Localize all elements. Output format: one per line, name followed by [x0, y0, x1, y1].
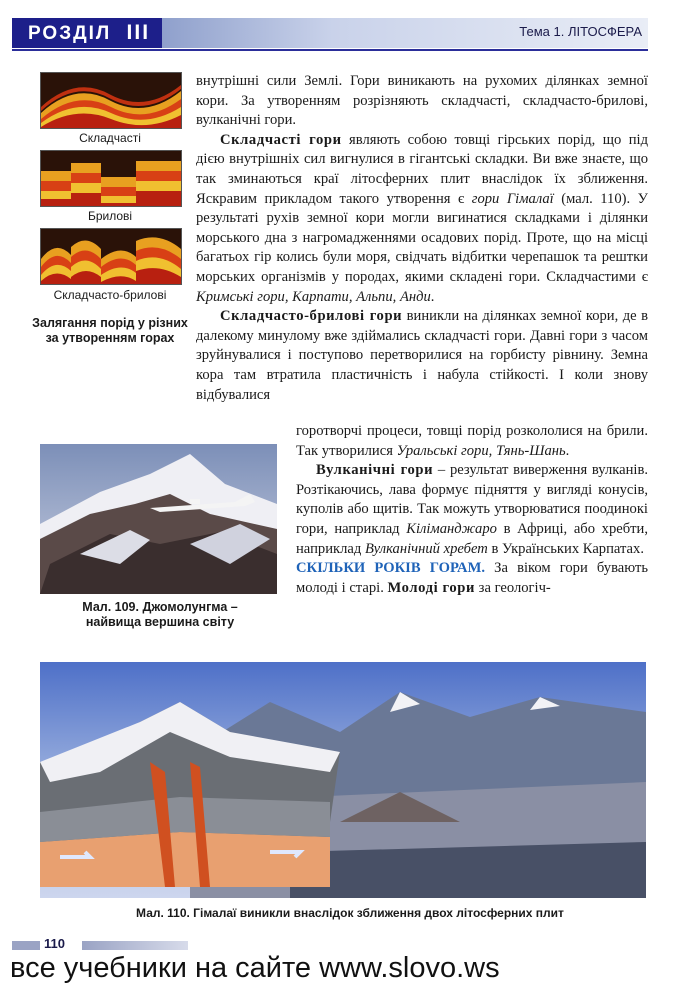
- everest-photo: [40, 444, 277, 594]
- text-span: являють собою товщі гірських порід, що під дією внутрішніх сил вигнулися в гігантські складки. Ви вже знаєте, що так зминаються краї літосферних плит внаслідок їх зближення. Яскравим прикладом такого утворення є: [196, 131, 649, 207]
- text-span: в Українських Карпатах.: [487, 540, 644, 557]
- rock-caption-block: Брилові: [87, 209, 133, 223]
- page-number-bar: [12, 938, 202, 952]
- header-rule: [12, 49, 648, 51]
- term-himalaya: гори Гімалаї: [471, 190, 554, 207]
- page-number: 110: [44, 936, 65, 951]
- term-young: Молоді гори: [387, 579, 476, 596]
- paragraph-intro: внутрішні сили Землі. Гори виникають на рухомих ділянках земної кори. За утворенням розрізняють складчасті, складчасто-брилові, вулканічні гори.: [196, 73, 648, 129]
- figure109-caption: Мал. 109. Джомолунгма – найвища вершина світу: [82, 600, 238, 629]
- paragraph-volcanic: [296, 461, 648, 559]
- text-span: в Африці, або хребти, наприклад: [296, 520, 649, 557]
- term-volcanic-ridge: Вулканічний хребет: [364, 540, 488, 557]
- rock-caption-fold-block: Складчасто-брилові: [53, 288, 167, 302]
- term-folded: Складчасті гори: [220, 131, 342, 148]
- himalaya-illustration: [40, 662, 646, 898]
- term-volcanic: Вулканічні гори: [316, 462, 434, 479]
- text-span: .: [565, 442, 570, 459]
- paragraph-fold-block-cont: [296, 422, 648, 461]
- rock-caption-folded: Складчасті: [79, 131, 141, 145]
- examples-fold-block: Уральські гори, Тянь-Шань: [396, 442, 566, 459]
- text-span: За віком гори бувають молоді і старі.: [296, 560, 648, 596]
- rock-diagram-folded: [40, 72, 182, 129]
- text-span: .: [430, 288, 435, 305]
- rock-diagram-fold-block: [40, 228, 182, 285]
- text-span: (мал. 110). У результаті рухів земної кори могли вигинатися складками і ділянки морського дна з нагромадженнями осадових порід. Проте, що на місці багатьох гір колись були моря, свідчать відбитки черепашок та рештки морських організмів у породах, якими складені гори. Складчастими є: [196, 190, 649, 285]
- rock-diagram-block: [40, 150, 182, 207]
- paragraph-fold-block: [196, 307, 648, 405]
- text-column-lower: [296, 422, 648, 598]
- paragraph-age: [296, 559, 648, 598]
- page-number-decor: [12, 941, 40, 950]
- rock-figures-caption: Залягання порід у різних за утворенням горах: [32, 316, 188, 345]
- term-fold-block: Складчасто-брилові гори: [220, 308, 403, 325]
- text-span: – результат виверження вулканів. Розтікаючись, лава формує підняття у вигляді конусів, куполів або щитів. Так можуть утворюватися поодинокі гори, наприклад: [296, 462, 648, 537]
- section-label: [12, 18, 162, 48]
- text-span: виникли на ділянках земної кори, де в далекому минулому вже здіймались складчасті гори. Давні гори з часом зруйнувалися і поступово перетворилися на горбисту рівнину. Земна кора там втратила пластичність і набула стійкості. І коли знову відбувалися: [196, 308, 648, 403]
- examples-folded: Кримські гори, Карпати, Альпи, Анди: [196, 288, 431, 305]
- paragraph-folded: [196, 131, 648, 307]
- section-word: РОЗДІЛ: [28, 23, 112, 44]
- page-number-decor: [82, 941, 188, 950]
- text-span: горотворчі процеси, товщі порід розкололися на брили. Так утворилися: [296, 423, 648, 459]
- section-number: III: [126, 21, 151, 44]
- text-span: за геологіч-: [475, 579, 551, 596]
- term-kilimanjaro: Кіліманджаро: [406, 520, 497, 537]
- page-header: [12, 18, 648, 50]
- topic-title: Тема 1. ЛІТОСФЕРА: [519, 24, 642, 39]
- text-column-upper: [196, 72, 648, 405]
- footer-watermark: все учебники на сайте www.slovo.ws: [10, 952, 500, 984]
- age-heading: СКІЛЬКИ РОКІВ ГОРАМ.: [296, 560, 485, 577]
- figure110-caption: Мал. 110. Гімалаї виникли внаслідок зближення двох літосферних плит: [136, 906, 564, 920]
